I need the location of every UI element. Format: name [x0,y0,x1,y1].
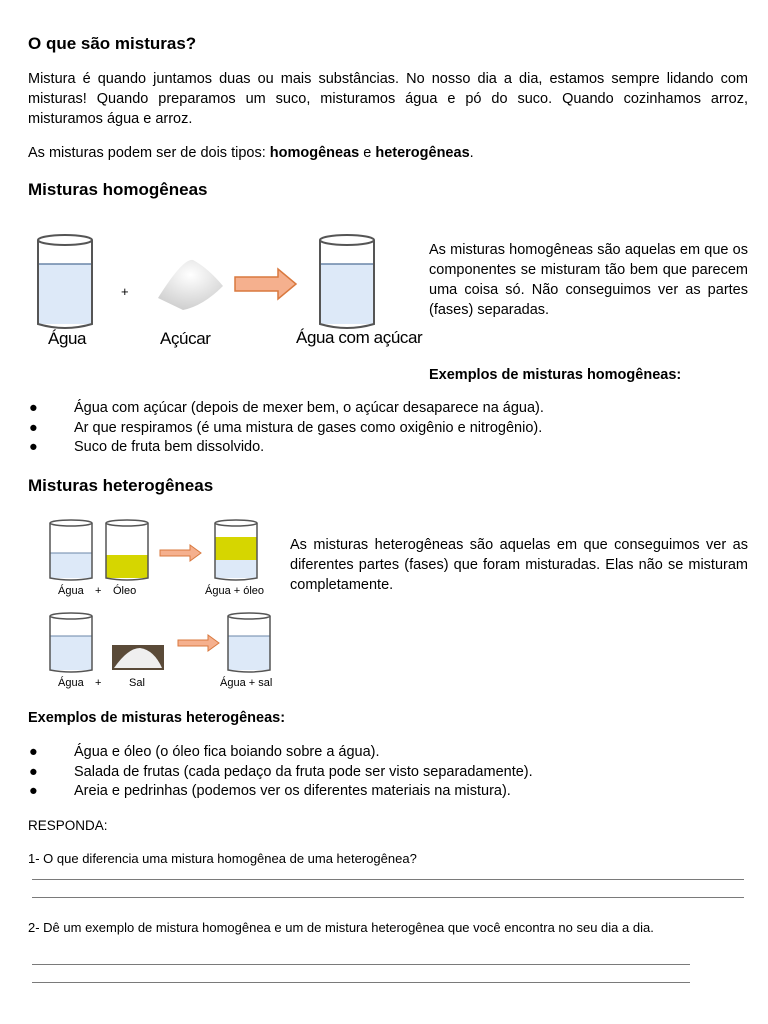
list-item-text: Ar que respiramos (é uma mistura de gases como oxigênio e nitrogênio). [74,419,543,436]
list-item-text: Suco de fruta bem dissolvido. [74,439,265,455]
heterogeneous-examples-heading: Exemplos de misturas heterogêneas: [28,710,286,726]
sugar-pile-icon [158,260,223,310]
types-heterogeneous: heterogêneas [375,145,470,161]
answer-line-1a[interactable] [32,879,744,880]
salt-label-water: Água [58,677,84,689]
glass-water-icon [50,613,92,672]
homo-plus: + [121,284,129,299]
answer-line-1b[interactable] [32,897,744,898]
homo-label-result: Água com açúcar [296,328,423,347]
heterogeneous-figure-oil [28,515,288,600]
homogeneous-description: As misturas homogêneas são aquelas em que os componentes se misturam tão bem que parecem uma coisa só. Não conseguimos ver as partes (fases) separadas. [429,242,748,318]
homogeneous-examples-list [29,399,729,458]
homo-label-sugar: Açúcar [160,329,211,348]
responda-label: RESPONDA: [28,818,108,833]
answer-line-2b[interactable] [32,982,690,983]
salt-label-plus: + [95,677,102,689]
glass-sugar-water-icon [320,235,374,328]
heterogeneous-description: As misturas heterogêneas são aquelas em que conseguimos ver as diferentes partes (fases) que foram misturadas. Elas não se misturam completamente. [290,537,748,593]
homogeneous-examples-heading: Exemplos de misturas homogêneas: [429,367,682,383]
homogeneous-figure [28,228,428,353]
list-item [29,419,729,439]
types-homogeneous: homogêneas [269,145,360,161]
question-1: 1- O que diferencia uma mistura homogênea de uma heterogênea? [28,851,417,866]
page-title: O que são misturas? [28,34,197,53]
bullet-icon: ● [29,783,38,799]
answer-line-2a[interactable] [32,964,690,965]
types-conj: e [359,145,376,161]
glass-water-icon [50,520,92,580]
oil-label-water: Água [58,585,84,597]
arrow-icon [160,545,201,561]
heterogeneous-figure-salt [28,608,288,693]
bullet-icon: ● [29,744,38,760]
glass-salt-water-icon [228,613,270,672]
list-item-text: Água e óleo (o óleo fica boiando sobre a água). [74,744,380,760]
bullet-icon: ● [29,419,38,436]
homo-label-water: Água [48,329,87,348]
intro-paragraph: Mistura é quando juntamos duas ou mais substâncias. No nosso dia a dia, estamos sempre lidando com misturas! Quando preparamos um suco, misturamos água e pó do suco. Quando cozinhamos arroz, misturamos água e arroz. [28,71,748,127]
list-item-text: Areia e pedrinhas (podemos ver os diferentes materiais na mistura). [74,783,511,799]
bullet-icon: ● [29,763,38,780]
list-item [29,743,729,763]
list-item [29,399,729,419]
glass-oil-icon [106,520,148,580]
types-prefix: As misturas podem ser de dois tipos: [28,145,270,161]
oil-label-result: Água + óleo [205,585,265,597]
list-item [29,782,729,802]
question-2: 2- Dê um exemplo de mistura homogênea e um de mistura heterogênea que você encontra no seu dia a dia. [28,920,654,935]
salt-pile-icon [112,645,164,670]
arrow-icon [235,269,296,299]
salt-label-salt: Sal [129,677,145,689]
list-item-text: Salada de frutas (cada pedaço da fruta pode ser visto separadamente). [74,763,533,780]
arrow-icon [178,635,219,651]
types-suffix: . [469,145,474,161]
list-item [29,763,729,783]
oil-label-oil: Óleo [113,585,137,597]
salt-label-result: Água + sal [220,677,273,689]
oil-label-plus: + [95,585,102,597]
glass-water-icon [38,235,92,328]
heterogeneous-examples-list [29,743,729,802]
bullet-icon: ● [29,400,38,416]
types-sentence [28,143,748,163]
list-item-text: Água com açúcar (depois de mexer bem, o açúcar desaparece na água). [74,400,544,416]
glass-water-oil-icon [215,520,257,580]
heterogeneous-heading: Misturas heterogêneas [28,476,214,495]
bullet-icon: ● [29,439,38,455]
homogeneous-heading: Misturas homogêneas [28,180,208,199]
list-item [29,438,729,458]
